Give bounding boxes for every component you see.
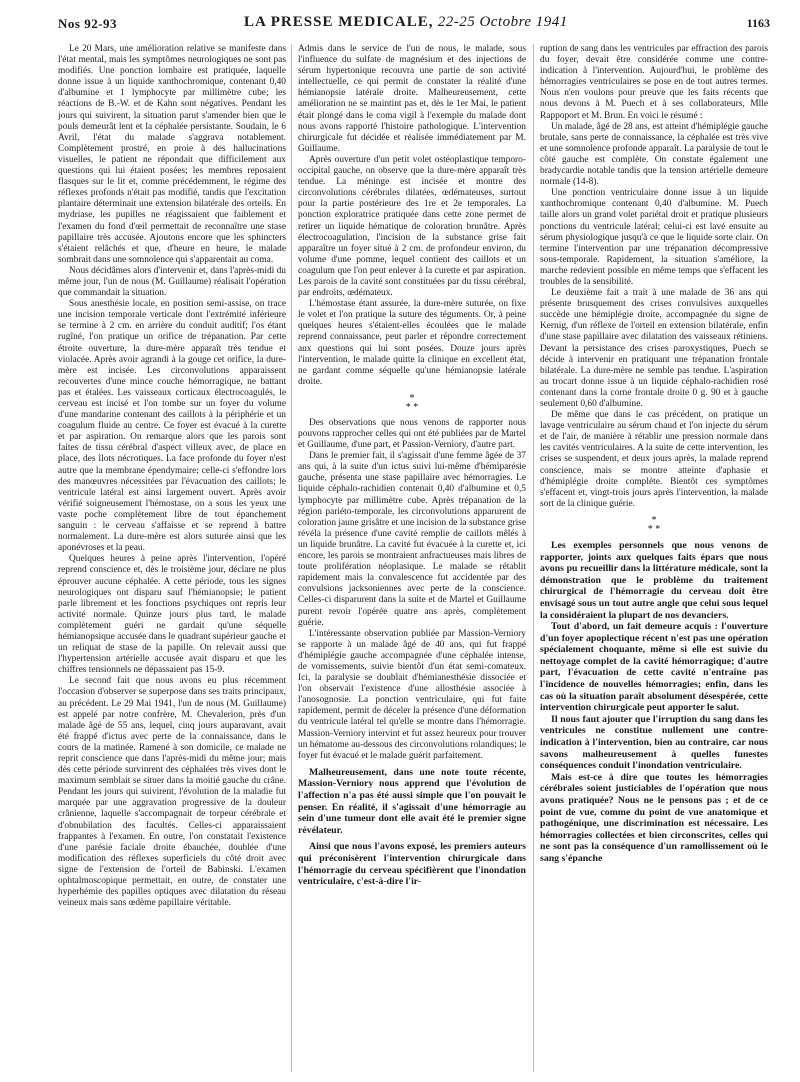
paragraph: Malheureusement, dans une note toute récente, Massion-Verniory nous apprend que l'évolution de l'affection n'a pas été aussi simple que l'on pouvait le penser. En réalité, il s'agissait d'une hémorragie au sein d'une tumeur dont elle avait été le premier signe révélateur. xyxy=(298,766,526,836)
column-divider xyxy=(533,44,534,1072)
running-title xyxy=(244,14,568,31)
asterisk-bottom: * * xyxy=(405,401,419,413)
page-header xyxy=(58,14,770,36)
paragraph: L'intéressante observation publiée par Massion-Verniory se rapporte à un malade âgé de 40 ans, qui fut frappé d'hémiplégie gauche accompagnée d'une céphalée intense, de vomissements, suivie bientôt d'un état semi-comateux. Ici, la paralysie se doublait d'hémianesthésie dissociée et l'on observait l'existence d'une allosthésie associée à l'anosognosie. La ponction ventriculaire, qui fut faite rapidement, permit de déceler la présence d'une déformation du ventricule latéral tel qu'elle se montre dans l'hémorragie. Massion-Verniory intervint et fut assez heureux pour trouver un hématome au-dessous des circonvolutions rolandiques; le foyer fut évacué et le malade guérit parfaitement. xyxy=(298,628,526,761)
paragraph: Il nous faut ajouter que l'irruption du sang dans les ventricules ne constitue nullement une contre-indication à l'intervention, bien au contraire, car nous savons malheureusement à quelles funestes conséquences conduit l'inondation ventriculaire. xyxy=(540,713,768,772)
journal-name: LA PRESSE MEDICALE, xyxy=(244,14,434,30)
asterisk-bottom: * * xyxy=(647,523,661,535)
text-column-right xyxy=(540,44,768,1074)
paragraph: Une ponction ventriculaire donne issue à un liquide xanthochromique contenant 0,40 d'albumine. M. Puech taille alors un grand volet pariétal droit et pratique plusieurs ponctions du ventricule latéral; celui-ci est lavé ensuite au sérum physiologique jusqu'à ce que le liquide sorte clair. On termine l'intervention par une trépanation décompressive sous-temporale. Rapidement, la situation s'améliore, la marche redevient possible en même temps que s'effacent les troubles de la sensibilité. xyxy=(540,188,768,287)
issue-number: Nos 92-93 xyxy=(58,16,118,31)
paragraph: Mais est-ce à dire que toutes les hémorragies cérébrales soient justiciables de l'opération que nous avons pratiquée? Nous ne le pensons pas ; et de ce point de vue, comme du point de vue anatomique et pathogénique, une discrimination est nécessaire. Les hémorragies collectées et bien circonscrites, celles qui ne sont pas la conséquence d'un ramollissement où le sang s'épanche xyxy=(540,771,768,864)
asterisk-top: * xyxy=(409,392,415,404)
paragraph: L'hémostase étant assurée, la dure-mère suturée, on fixe le volet et l'on pratique la suture des téguments. Or, à peine quelques heures s'étaient-elles écoulées que le malade reprend connaissance, peut parler et répondre correctement aux questions qui lui sont posées. Douze jours après l'intervention, le malade quitte la clinique en excellent état, ne gardant comme séquelle qu'une hémianopsie latérale droite. xyxy=(298,299,526,387)
paragraph: Le deuxième fait a trait à une malade de 36 ans qui présente brusquement des crises convulsives auxquelles succède une hémiplégie droite, accompagnée du signe de Kernig, d'un réflexe de l'orteil en extension bilatérale, enfin d'une stase papillaire avec dilatation des vaisseaux rétiniens. Devant la persistance des crises paroxystiques, Puech se décide à intervenir en pratiquant une trépanation frontale bilatérale. La dure-mère ne semble pas tendue. L'aspiration au trocart donne issue à un liquide céphalo-rachidien rosé contenant dans la corne frontale droite 0 g. 90 et à gauche seulement 0,60 d'albumine. xyxy=(540,288,768,409)
paragraph: Des observations que nous venons de rapporter nous pouvons rapprocher celles qui ont été publiées par de Martel et Guillaume, d'une part, et Passion-Verniory, d'autre part. xyxy=(298,417,526,451)
page-number: 1163 xyxy=(746,16,770,30)
paragraph: Le 20 Mars, une amélioration relative se manifeste dans l'état mental, mais les symptômes neurologiques ne sont pas modifiés. Une ponction lombaire est pratiquée, laquelle donne issue à un liquide xanthochromique, contenant 0,40 d'albumine et 1 lymphocyte par millimètre cube; les réactions de B.-W. et de Kahn sont négatives. Pendant les jours qui suivirent, la situation parut s'amender bien que le pouls demeurât lent et la céphalée persistante. Soudain, le 6 Avril, l'état du malade s'aggrava notablement. Complètement prostré, en proie à des hallucinations visuelles, le patient ne répondait que difficilement aux questions qui lui étaient posées; les membres reposaient flasques sur le lit et, comme précédemment, le régime des réflexes profonds n'était pas modifié, tandis que l'excitation plantaire déterminait une extension bilatérale des orteils. En mydriase, les pupilles ne réagissaient que faiblement et l'examen du fond d'œil permettait de reconnaître une stase papillaire très accusée. Ajoutons encore que les sphincters s'étaient relâchés et que, d'heure en heure, le malade sombrait dans une somnolence qui s'apparentait au coma. xyxy=(58,44,286,265)
paragraph: Nous décidâmes alors d'intervenir et, dans l'après-midi du même jour, l'un de nous (M. Guillaume) réalisait l'opération que commandait la situation. xyxy=(58,265,286,299)
paragraph: De même que dans le cas précédent, on pratique un lavage ventriculaire au sérum chaud et l'on injecte du sérum et de l'air, de manière à rétablir une pression normale dans les cavités ventriculaires. A la suite de cette intervention, les crises se suspendent, et deux jours après, la malade reprend conscience, mais se montre atteinte d'aphasie et d'hémiplégie droite complète. Bientôt ces symptômes s'effacent et, vingt-trois jours après l'intervention, la malade sort de la clinique guérie. xyxy=(540,410,768,509)
paragraph: Après ouverture d'un petit volet ostéoplastique temporo-occipital gauche, on observe que la dure-mère apparaît très tendue. La méninge est incisée et montre des circonvolutions cérébrales dilatées, œdémateuses, surtout pour la partie postérieure des 1re et 2e temporales. La ponction exploratrice pratiquée dans cette zone permet de retirer un liquide hématique de coloration brunâtre. Après électrocoagulation, l'incision de la substance grise fait apparaître un foyer situé à 2 cm. de profondeur environ, du volume d'une pomme, lequel contient des caillots et un coagulum que l'on peut enlever à la curette et par aspiration. Les parois de la cavité sont constituées par du tissu cérébral, par endroits, œdémateux. xyxy=(298,154,526,299)
paragraph: Admis dans le service de l'un de nous, le malade, sous l'influence du sulfate de magnésium et des injections de sérum hypertonique recouvra une partie de son activité intellectuelle, ce qui permit de constater la réalité d'une hémianopsie latérale droite. Malheureusement, cette amélioration ne se maintint pas et, dès le 1er Mai, le patient était plongé dans le coma vigil à l'exemple du malade dont nous avons rapporté l'histoire pathologique. L'intervention chirurgicale fut décidée et réalisée immédiatement par M. Guillaume. xyxy=(298,44,526,154)
paragraph: Sous anesthésie locale, en position semi-assise, on trace une incision temporale verticale dont l'extrémité inférieure se termine à 2 cm. en arrière du conduit auditif; l'os étant rugîné, l'on pratique un orifice de trépanation. Par cette étroite ouverture, la dure-mère apparaît très tendue et violacée. Après avoir agrandi à la gouge cet orifice, la dure-mère est incisée. Les circonvolutions apparaissent recouvertes d'une mince couche hémorragique, ne battant pas et étalées. Les vaisseaux corticaux électrocoagulés, le cerveau est incisé et l'on tombe sur un foyer du volume d'une mandarine contenant des caillots à la périphérie et un coagulum fluide au centre. Ce foyer est évacué à la curette et par aspiration. On remarque alors que les parois sont faites de tissu cérébral d'aspect villeux avec, de place en place, des îlots nécrotiques. La face profonde du foyer n'est autre que la membrane épendymaire; celle-ci s'effondre lors des manœuvres nécessitées par l'évacuation des caillots; le ventricule latéral est ainsi largement ouvert. Après avoir vérifié soigneusement l'hémostase, on a sous les yeux une vaste poche complètement libre de tout épanchement sanguin : le cerveau s'affaisse et se reprend à battre normalement. La dure-mère est alors suturée ainsi que les aponévroses et la peau. xyxy=(58,299,286,554)
issue-date: 22-25 Octobre 1941 xyxy=(437,14,568,30)
column-divider xyxy=(291,44,292,1072)
paragraph: Tout d'abord, un fait demeure acquis : l'ouverture d'un foyer apoplectique récent n'est pas une opération spécialement choquante, même si elle est suivie du nettoyage complet de la cavité hémorragique; d'autre part, l'évacuation de cette cavité n'entraîne pas l'incidence de nouvelles hémorragies; enfin, dans les cas où la situation paraît absolument désespérée, cette intervention chirurgicale peut apporter le salut. xyxy=(540,621,768,714)
text-column-left xyxy=(58,44,286,1074)
paragraph: Le second fait que nous avons eu plus récemment l'occasion d'observer se superpose dans ses traits principaux, au précédent. Le 29 Mai 1941, l'un de nous (M. Guillaume) est appelé par notre confrère, M. Chevalerion, près d'un malade âgé de 55 ans, lequel, cinq jours auparavant, avait été frappé d'ictus avec perte de la connaissance, dans le cours de la matinée. Ramené à son domicile, ce malade ne reprit conscience que dans l'après-midi du même jour; mais dès cette période survinrent des céphalées très vives dont le maximum semblait se situer dans la moitié gauche du crâne. Pendant les jours qui suivirent, l'évolution de la maladie fut marquée par une aggravation progressive de la douleur crânienne, laquelle s'accompagnait de torpeur cérébrale et d'obnubilation des facultés. Celles-ci apparaissaient frappantes à l'examen. En outre, l'on constatait l'existence d'une parésie faciale droite ébauchée, doublée d'une modification des réflexes superficiels du côté droit avec signe de l'extension de l'orteil de Babinski. L'examen ophtalmoscopique permettait, en outre, de constater une hyperhémie des papilles optiques avec dilatation du réseau veineux mais sans œdème papillaire véritable. xyxy=(58,676,286,909)
asterisk-top: * xyxy=(651,514,657,526)
paragraph: Les exemples personnels que nous venons de rapporter, joints aux quelques faits épars que nous avons pu recueillir dans la littérature médicale, sont la démonstration que le problème du traitement chirurgical de l'hémorragie du cerveau doit être envisagé sous un tout autre angle que celui sous lequel la considéraient la plupart de nos devanciers. xyxy=(540,539,768,621)
paragraph: Dans le premier fait, il s'agissait d'une femme âgée de 37 ans qui, à la suite d'un ictus suivi lui-même d'hémiparésie gauche, présenta une stase papillaire avec hémorragies. Le liquide céphalo-rachidien contenait 0,40 d'albumine et 0,5 lymphocyte par millimètre cube. Après trépanation de la région pariéto-temporale, les circonvolutions apparurent de coloration jaune grisâtre et une incision de la substance grise révéla la présence d'une cavité remplie de caillots mêlés à un liquide brunâtre. La cavité fut évacuée à la curette et, ici encore, les parois se montraient anfractueuses mais libres de toute prolifération néoplasique. Le malade se rétablit rapidement mais la convalescence fut accidentée par des convulsions jacksoniennes avec perte de la conscience. Celles-ci disparurent dans la suite et de Martel et Guillaume purent revoir l'opérée quatre ans après, complètement guérie. xyxy=(298,451,526,628)
paragraph: Ainsi que nous l'avons exposé, les premiers auteurs qui préconisèrent l'intervention chirurgicale dans l'hémorragie du cerveau spécifièrent que l'inondation ventriculaire, c'est-à-dire l'ir- xyxy=(298,841,526,888)
paragraph: Un malade, âgé de 28 ans, est atteint d'hémiplégie gauche brutale, sans perte de connaissance, la céphalée est très vive et une somnolence profonde apparaît. La paralysie de tout le côté gauche est complète. On constate également une bradycardie notable tandis que la tension artérielle demeure normale (14-8). xyxy=(540,121,768,188)
section-separator xyxy=(298,394,526,412)
paragraph: ruption de sang dans les ventricules par effraction des parois du foyer, devait être considérée comme une contre-indication à l'intervention. Aujourd'hui, le problème des hémorragies ventriculaires se pose en de tout autres termes. Nous n'en voulons pour preuve que les faits récents que nous devons à M. Puech et à ses collaborateurs, Mlle Rappoport et M. Brun. En voici le résumé : xyxy=(540,44,768,121)
text-column-middle xyxy=(298,44,526,1074)
section-separator xyxy=(540,516,768,534)
paragraph: Quelques heures à peine après l'intervention, l'opéré reprend conscience et, dès le troisième jour, déclare ne plus éprouver aucune céphalée. A cette période, tous les signes neurologiques ont disparu sauf l'hémianopsie; le patient parle librement et les fonctions psychiques ont repris leur activité normale. Quinze jours plus tard, le malade complètement guéri ne gardait qu'une séquelle hémianopsique accusée dans le quadrant supérieur gauche et un reliquat de stase de la papille. On relevait aussi que l'hypertension artérielle accusée avait disparu et que les chiffres tensionnels ne dépassaient pas 15-9. xyxy=(58,554,286,676)
